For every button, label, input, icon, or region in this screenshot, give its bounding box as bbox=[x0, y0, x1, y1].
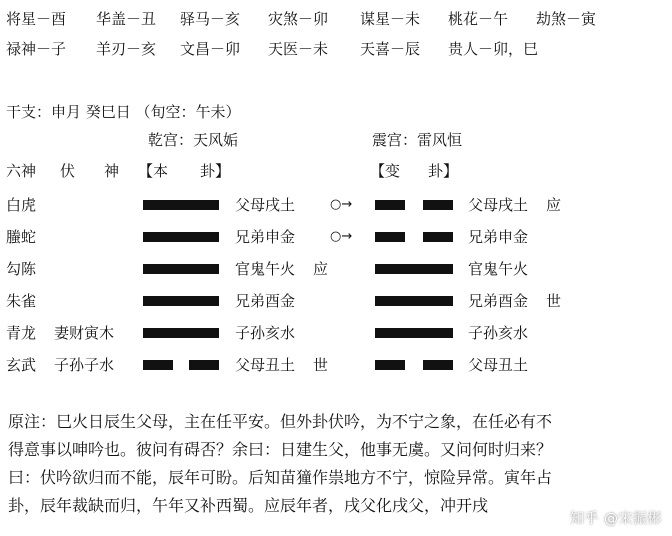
col-fu: 伏 bbox=[60, 162, 76, 180]
change-line-yin bbox=[375, 232, 453, 242]
change-line-label: 父母戌土 bbox=[468, 196, 529, 214]
god-name: 勾陈 bbox=[6, 260, 37, 278]
watermark: 知乎 @宋振彬 bbox=[570, 511, 662, 527]
god-name: 螣蛇 bbox=[6, 228, 37, 246]
shensha-tianyi: 天医－未 bbox=[268, 40, 329, 58]
change-line-yin bbox=[375, 200, 453, 210]
shensha-guiren: 贵人－卯，巳 bbox=[448, 40, 539, 58]
fushen: 妻财寅木 bbox=[54, 324, 115, 342]
main-line-yang bbox=[143, 328, 219, 338]
ganzhi-line: 干支：申月 癸巳日 （旬空：午未） bbox=[6, 103, 241, 121]
change-line-yin bbox=[375, 360, 453, 370]
main-line-yin bbox=[143, 360, 219, 370]
shensha-yangren: 羊刃－亥 bbox=[96, 40, 157, 58]
change-line-yang bbox=[375, 264, 453, 274]
main-line-label: 子孙亥水 bbox=[235, 324, 296, 342]
col-ben-gua: 卦】 bbox=[200, 162, 231, 180]
commentary-line: 原注：巳火日辰生父母，主在任平安。但外卦伏吟，为不宁之象，在任必有不 bbox=[8, 412, 553, 431]
moving-line-arrow-icon: ○→ bbox=[330, 229, 353, 244]
main-line-mark: 世 bbox=[313, 356, 329, 374]
change-line-label: 子孙亥水 bbox=[468, 324, 529, 342]
col-ben: 【本 bbox=[138, 162, 169, 180]
main-line-yang bbox=[143, 264, 219, 274]
change-line-yang bbox=[375, 296, 453, 306]
change-line-label: 父母丑土 bbox=[468, 356, 529, 374]
shensha-huagai: 华盖－丑 bbox=[96, 10, 157, 28]
main-line-label: 兄弟酉金 bbox=[235, 292, 296, 310]
commentary-line: 得意事以呻吟也。彼问有碍否？余曰：日建生父，他事无虞。又问何时归来？ bbox=[8, 440, 553, 459]
god-name: 白虎 bbox=[6, 196, 37, 214]
shensha-tianxi: 天喜－辰 bbox=[360, 40, 421, 58]
col-bian: 【变 bbox=[370, 162, 401, 180]
palace-right: 震宫：雷风恒 bbox=[372, 131, 463, 149]
shensha-yima: 驿马－亥 bbox=[180, 10, 241, 28]
main-line-mark: 应 bbox=[313, 260, 329, 278]
commentary-line: 卦，辰年裁缺而归，午年又补西蜀。应辰年者，戌父化戌父，冲开戌 bbox=[8, 496, 489, 515]
col-liushen: 六神 bbox=[6, 162, 37, 180]
change-line-yang bbox=[375, 328, 453, 338]
main-line-label: 父母戌土 bbox=[235, 196, 296, 214]
shensha-jiesha: 劫煞－寅 bbox=[536, 10, 597, 28]
fushen: 子孙子水 bbox=[54, 356, 115, 374]
main-line-label: 父母丑土 bbox=[235, 356, 296, 374]
god-name: 玄武 bbox=[6, 356, 37, 374]
shensha-taohua: 桃花－午 bbox=[448, 10, 509, 28]
main-line-yang bbox=[143, 232, 219, 242]
shensha-jiangxing: 将星－酉 bbox=[6, 10, 67, 28]
shensha-wenchang: 文昌－卯 bbox=[180, 40, 241, 58]
change-line-label: 官鬼午火 bbox=[468, 260, 529, 278]
change-line-mark: 应 bbox=[546, 196, 562, 214]
main-line-yang bbox=[143, 200, 219, 210]
god-name: 青龙 bbox=[6, 324, 37, 342]
change-line-mark: 世 bbox=[546, 292, 562, 310]
shensha-zaisha: 灾煞－卯 bbox=[268, 10, 329, 28]
shensha-lushen: 禄神－子 bbox=[6, 40, 67, 58]
col-bian-gua: 卦】 bbox=[428, 162, 459, 180]
main-line-label: 官鬼午火 bbox=[235, 260, 296, 278]
col-shen: 神 bbox=[104, 162, 120, 180]
main-line-label: 兄弟申金 bbox=[235, 228, 296, 246]
change-line-label: 兄弟申金 bbox=[468, 228, 529, 246]
shensha-mouxing: 谋星－未 bbox=[360, 10, 421, 28]
commentary-line: 曰：伏吟欲归而不能，辰年可盼。后知苗獞作祟地方不宁，惊险异常。寅年占 bbox=[8, 468, 553, 487]
main-line-yang bbox=[143, 296, 219, 306]
palace-left: 乾宫：天风姤 bbox=[148, 131, 239, 149]
moving-line-arrow-icon: ○→ bbox=[330, 197, 353, 212]
change-line-label: 兄弟酉金 bbox=[468, 292, 529, 310]
god-name: 朱雀 bbox=[6, 292, 37, 310]
